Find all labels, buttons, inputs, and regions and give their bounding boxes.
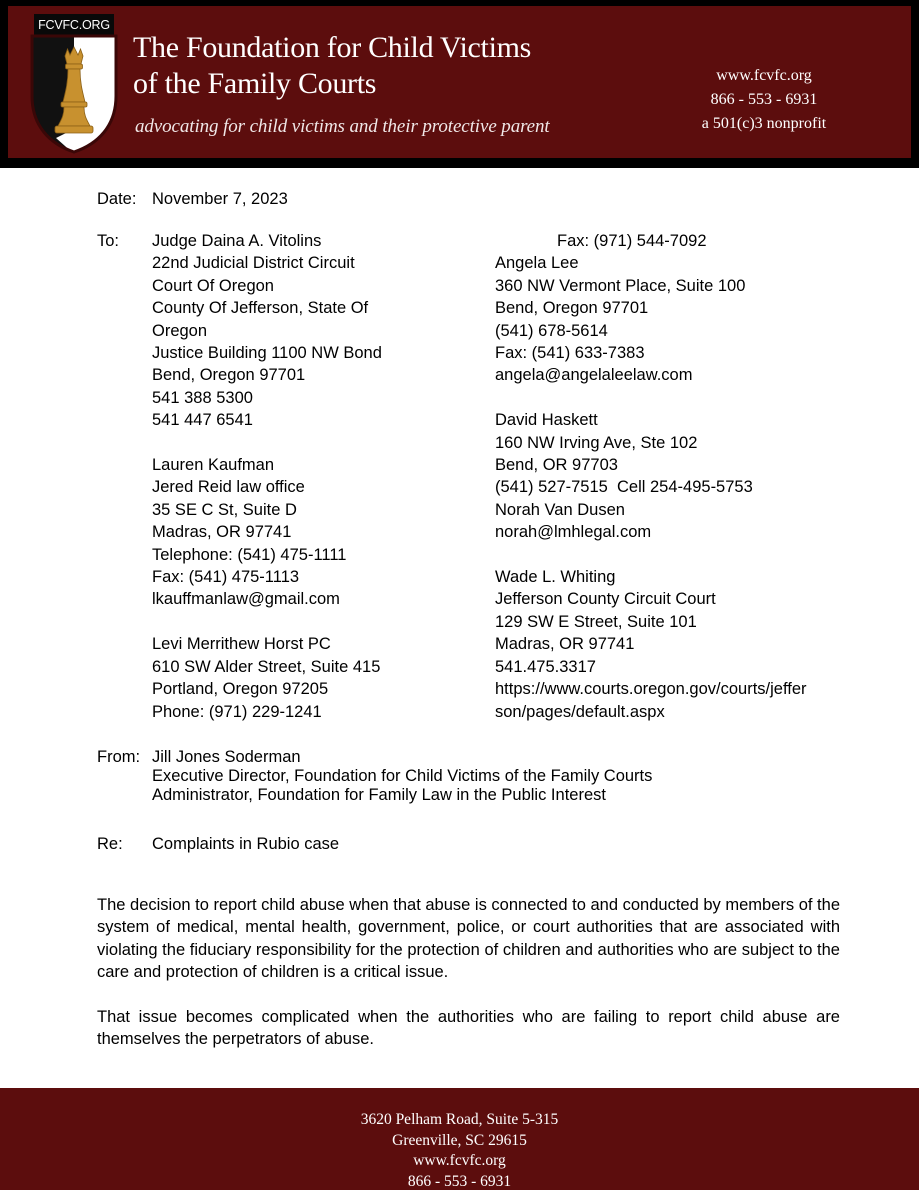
footer-phone: 866 - 553 - 6931 — [0, 1172, 919, 1192]
recipient-line: Angela Lee — [495, 252, 855, 274]
recipient-line: https://www.courts.oregon.gov/courts/jeffer — [495, 678, 855, 700]
recipient-line: lkauffmanlaw@gmail.com — [152, 588, 482, 610]
recipient-line: 541 388 5300 — [152, 387, 482, 409]
from-label: From: — [97, 748, 140, 767]
recipient-line: Bend, Oregon 97701 — [495, 297, 855, 319]
recipient-line: (541) 527-7515 Cell 254-495-5753 — [495, 476, 855, 498]
footer-website: www.fcvfc.org — [0, 1151, 919, 1172]
organization-title — [133, 30, 693, 102]
to-label: To: — [97, 230, 119, 252]
recipient-line: Oregon — [152, 320, 482, 342]
letterhead-contact-block — [639, 64, 889, 136]
footer-banner — [0, 1088, 919, 1190]
recipient-line: Levi Merrithew Horst PC — [152, 633, 482, 655]
recipient-line: 610 SW Alder Street, Suite 415 — [152, 656, 482, 678]
letterhead-phone: 866 - 553 - 6931 — [639, 88, 889, 112]
recipient-block — [495, 230, 855, 387]
recipient-block — [495, 566, 855, 723]
recipients-column-left — [152, 230, 482, 723]
recipient-line: son/pages/default.aspx — [495, 701, 855, 723]
recipient-line: Norah Van Dusen — [495, 499, 855, 521]
date-label: Date: — [97, 190, 136, 209]
recipient-line: 129 SW E Street, Suite 101 — [495, 611, 855, 633]
recipient-line: Jered Reid law office — [152, 476, 482, 498]
recipient-line: Court Of Oregon — [152, 275, 482, 297]
re-row — [0, 835, 919, 854]
recipient-line: Phone: (971) 229-1241 — [152, 701, 482, 723]
organization-title-line1: The Foundation for Child Victims — [133, 31, 531, 64]
logo-domain-banner: FCVFC.ORG — [34, 14, 114, 36]
date-value: November 7, 2023 — [152, 190, 288, 208]
recipient-line: Portland, Oregon 97205 — [152, 678, 482, 700]
recipient-line: norah@lmhlegal.com — [495, 521, 855, 543]
recipient-line: Fax: (541) 475-1113 — [152, 566, 482, 588]
footer-address-line1: 3620 Pelham Road, Suite 5-315 — [0, 1110, 919, 1131]
re-label: Re: — [97, 835, 123, 854]
recipient-line: County Of Jefferson, State Of — [152, 297, 482, 319]
recipient-line: Bend, OR 97703 — [495, 454, 855, 476]
from-line: Administrator, Foundation for Family Law in the Public Interest — [152, 786, 919, 805]
letterhead-website: www.fcvfc.org — [639, 64, 889, 88]
from-line: Jill Jones Soderman — [152, 748, 919, 767]
recipient-line: Madras, OR 97741 — [152, 521, 482, 543]
letterhead-inner — [8, 6, 911, 158]
recipient-block — [152, 454, 482, 611]
recipient-line: Justice Building 1100 NW Bond — [152, 342, 482, 364]
organization-logo — [28, 14, 120, 154]
letter-paragraphs — [97, 894, 840, 1050]
re-value: Complaints in Rubio case — [152, 835, 339, 853]
letter-paragraph: The decision to report child abuse when that abuse is connected to and conducted by members of the system of medical, mental health, government, police, or court authorities that are associated with violating the fiduciary responsibility for the protection of children and authorities who are subject to the care and protection of children is a critical issue. — [97, 894, 840, 984]
recipient-line: 22nd Judicial District Circuit — [152, 252, 482, 274]
recipient-line: Telephone: (541) 475-1111 — [152, 544, 482, 566]
from-line: Executive Director, Foundation for Child Victims of the Family Courts — [152, 767, 919, 786]
from-row — [0, 748, 919, 805]
organization-tagline: advocating for child victims and their protective parent — [135, 116, 550, 138]
recipient-line: Wade L. Whiting — [495, 566, 855, 588]
recipient-line: 541.475.3317 — [495, 656, 855, 678]
recipient-line: angela@angelaleelaw.com — [495, 364, 855, 386]
recipients-column-right — [495, 230, 855, 723]
recipient-line: 160 NW Irving Ave, Ste 102 — [495, 432, 855, 454]
recipient-line: David Haskett — [495, 409, 855, 431]
recipient-block — [152, 230, 482, 432]
letterhead-nonprofit-status: a 501(c)3 nonprofit — [639, 112, 889, 136]
recipient-line: 541 447 6541 — [152, 409, 482, 431]
from-lines — [152, 748, 919, 805]
letter-paragraph: That issue becomes complicated when the authorities who are failing to report child abuse are themselves the perpetrators of abuse. — [97, 1006, 840, 1051]
footer-address-line2: Greenville, SC 29615 — [0, 1131, 919, 1152]
recipient-line: Fax: (971) 544-7092 — [495, 230, 855, 252]
recipient-line: (541) 678-5614 — [495, 320, 855, 342]
recipient-line: 35 SE C St, Suite D — [152, 499, 482, 521]
recipient-line: Jefferson County Circuit Court — [495, 588, 855, 610]
organization-title-line2: of the Family Courts — [133, 66, 693, 102]
recipient-line: Lauren Kaufman — [152, 454, 482, 476]
recipient-line: Fax: (541) 633-7383 — [495, 342, 855, 364]
recipient-line: Madras, OR 97741 — [495, 633, 855, 655]
date-row — [0, 190, 919, 214]
recipient-line: 360 NW Vermont Place, Suite 100 — [495, 275, 855, 297]
recipient-line: Bend, Oregon 97701 — [152, 364, 482, 386]
recipient-block — [495, 409, 855, 543]
letterhead-banner — [0, 0, 919, 168]
recipient-block — [152, 633, 482, 723]
recipient-line: Judge Daina A. Vitolins — [152, 230, 482, 252]
shield-chess-queen-icon — [28, 34, 120, 154]
